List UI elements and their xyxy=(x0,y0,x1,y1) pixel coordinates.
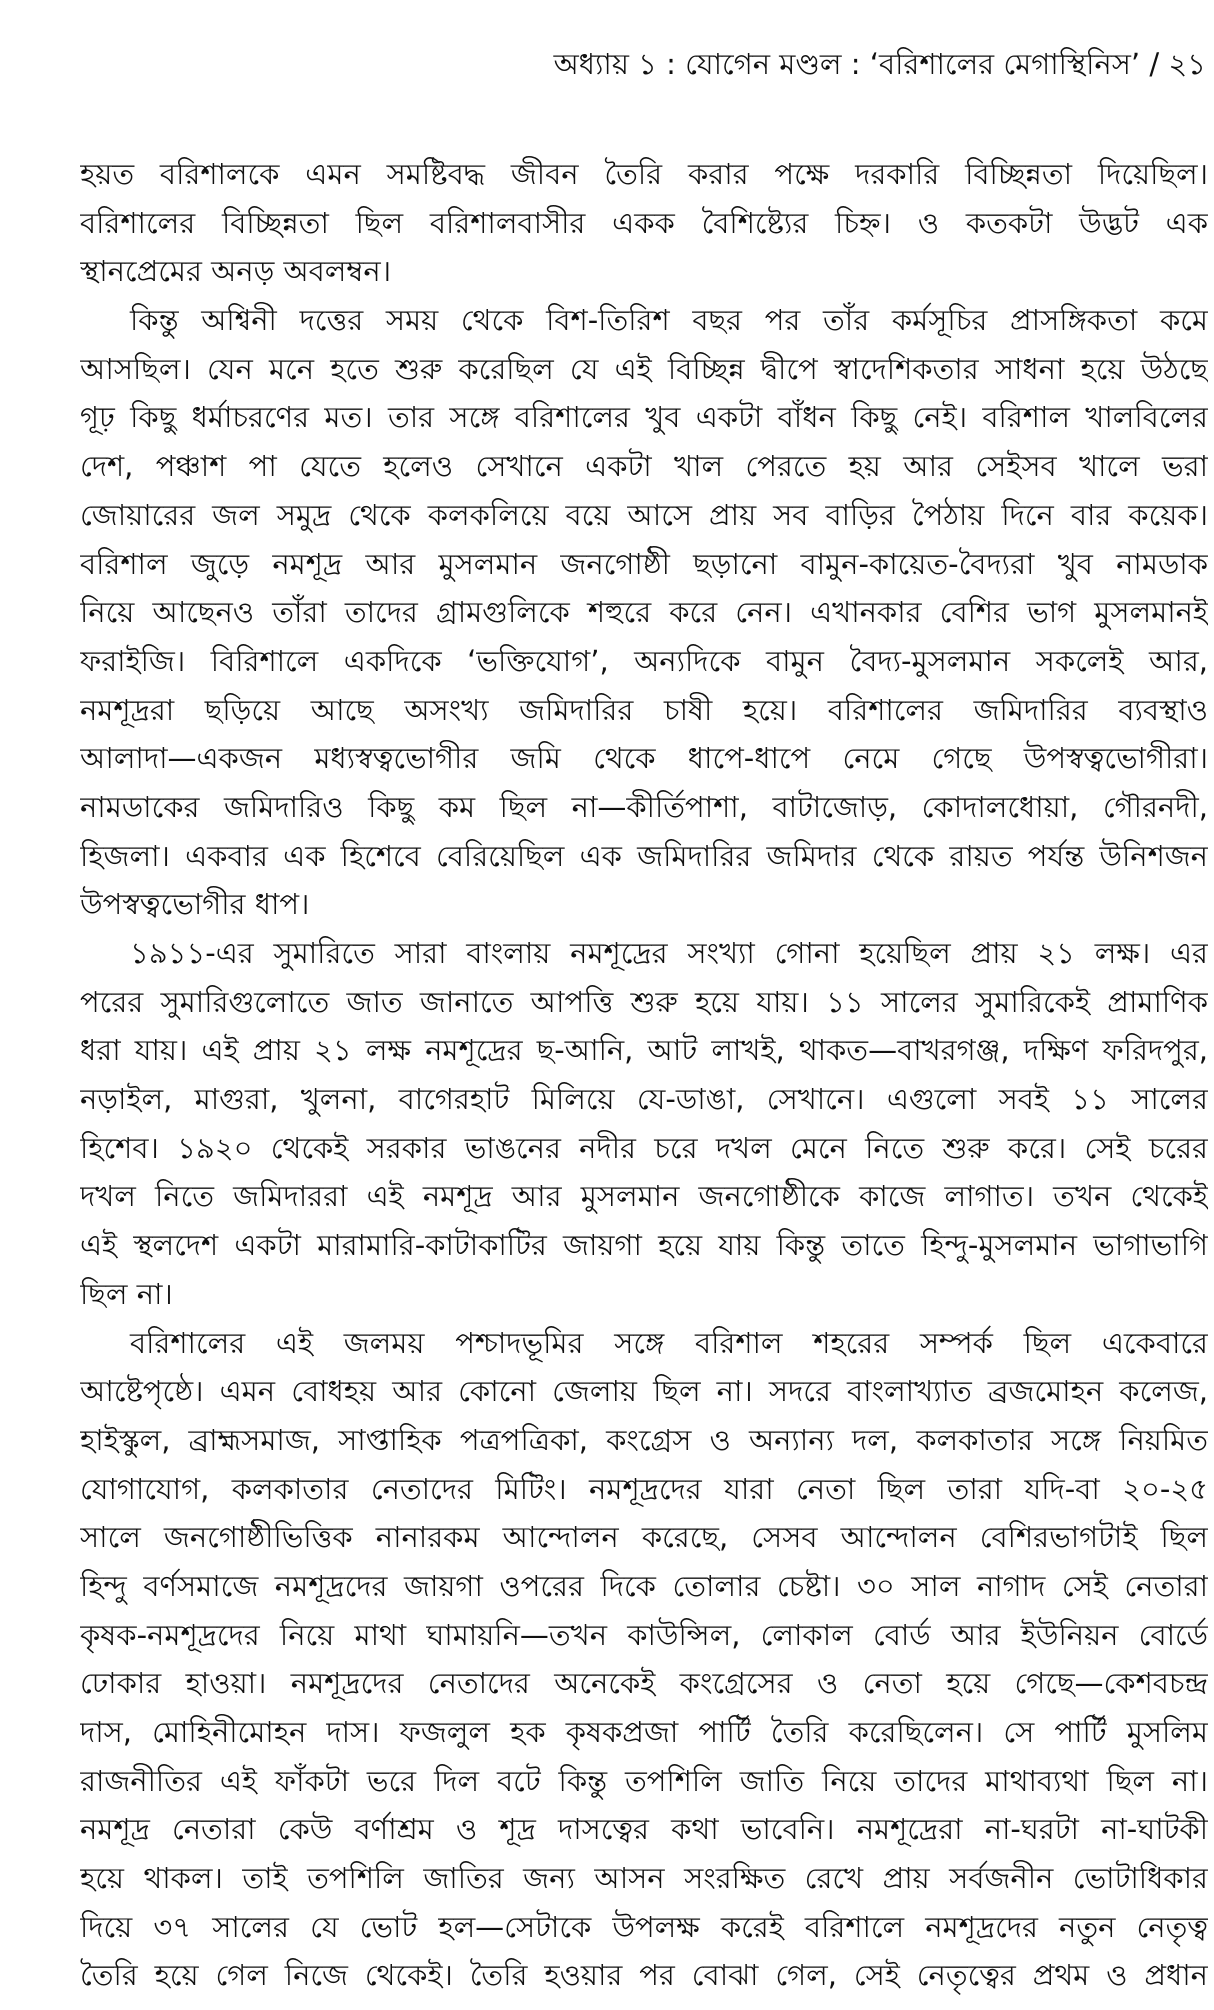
text-line: জোয়ারের জল সমুদ্র থেকে কলকলিয়ে বয়ে আসে প্রায় সব বাড়ির পৈঠায় দিনে বার কয়েক। xyxy=(80,497,1208,532)
text-line: নড়াইল, মাগুরা, খুলনা, বাগেরহাট মিলিয়ে যে-ডাঙা, সেখানে। এগুলো সবই ১১ সালের xyxy=(80,1082,1208,1117)
text-line: দিয়ে ৩৭ সালের যে ভোট হল—সেটাকে উপলক্ষ করেই বরিশালে নমশূদ্রদের নতুন নেতৃত্ব xyxy=(80,1909,1208,1944)
text-line: দখল নিতে জমিদাররা এই নমশূদ্র আর মুসলমান জনগোষ্ঠীকে কাজে লাগাত। তখন থেকেই xyxy=(80,1179,1208,1214)
text-line: স্থানপ্রেমের অনড় অবলম্বন। xyxy=(80,254,392,289)
text-line: নমশূদ্র নেতারা কেউ বর্ণাশ্রম ও শূদ্র দাসত্বের কথা ভাবেনি। নমশূদ্রেরা না-ঘরটা না-ঘাটকী xyxy=(80,1812,1208,1847)
text-line: ছিল না। xyxy=(80,1276,173,1311)
text-line: ঢোকার হাওয়া। নমশূদ্রদের নেতাদের অনেকেই কংগ্রেসের ও নেতা হয়ে গেছে—কেশবচন্দ্র xyxy=(80,1666,1208,1701)
body-text xyxy=(80,150,1208,2000)
text-line: আসছিল। যেন মনে হতে শুরু করেছিল যে এই বিচ্ছিন্ন দ্বীপে স্বাদেশিকতার সাধনা হয়ে উঠছে xyxy=(80,351,1208,386)
text-line: হাইস্কুল, ব্রাহ্মসমাজ, সাপ্তাহিক পত্রপত্রিকা, কংগ্রেস ও অন্যান্য দল, কলকাতার সঙ্গে নিয়মিত xyxy=(80,1422,1208,1457)
text-line: রাজনীতির এই ফাঁকটা ভরে দিল বটে কিন্তু তপশিলি জাতি নিয়ে তাদের মাথাব্যথা ছিল না। xyxy=(80,1763,1208,1798)
text-line: হিন্দু বর্ণসমাজে নমশূদ্রদের জায়গা ওপরের দিকে তোলার চেষ্টা। ৩০ সাল নাগাদ সেই নেতারা xyxy=(80,1568,1208,1603)
text-line: কৃষক-নমশূদ্রদের নিয়ে মাথা ঘামায়নি—তখন কাউন্সিল, লোকাল বোর্ড আর ইউনিয়ন বোর্ডে xyxy=(80,1617,1208,1652)
text-line: নামডাকের জমিদারিও কিছু কম ছিল না—কীর্তিপাশা, বাটাজোড়, কোদালধোয়া, গৌরনদী, xyxy=(80,789,1208,824)
text-line: নিয়ে আছেনও তাঁরা তাদের গ্রামগুলিকে শহুরে করে নেন। এখানকার বেশির ভাগ মুসলমানই xyxy=(80,595,1208,630)
text-line: গূঢ় কিছু ধর্মাচরণের মত। তার সঙ্গে বরিশালের খুব একটা বাঁধন কিছু নেই। বরিশাল খালবিলের xyxy=(80,400,1208,435)
text-line: যোগাযোগ, কলকাতার নেতাদের মিটিং। নমশূদ্রদের যারা নেতা ছিল তারা যদি-বা ২০-২৫ xyxy=(80,1471,1208,1506)
text-line: বরিশাল জুড়ে নমশূদ্র আর মুসলমান জনগোষ্ঠী ছড়ানো বামুন-কায়েত-বৈদ্যরা খুব নামডাক xyxy=(80,546,1208,581)
text-line: তৈরি হয়ে গেল নিজে থেকেই। তৈরি হওয়ার পর বোঝা গেল, সেই নেতৃত্বের প্রথম ও প্রধান xyxy=(80,1958,1208,1993)
text-line: ধরা যায়। এই প্রায় ২১ লক্ষ নমশূদ্রের ছ-আনি, আট লাখই, থাকত—বাখরগঞ্জ, দক্ষিণ ফরিদপুর, xyxy=(80,1033,1208,1068)
paragraph xyxy=(80,929,1208,1319)
paragraph xyxy=(80,150,1208,296)
text-line: ফরাইজি। বিরিশালে একদিকে ‘ভক্তিযোগ’, অন্যদিকে বামুন বৈদ্য-মুসলমান সকলেই আর, xyxy=(80,643,1208,678)
text-line: হয়ে থাকল। তাই তপশিলি জাতির জন্য আসন সংরক্ষিত রেখে প্রায় সর্বজনীন ভোটাধিকার xyxy=(80,1861,1208,1896)
text-line: উপস্বত্বভোগীর ধাপ। xyxy=(80,887,310,922)
text-line: নমশূদ্ররা ছড়িয়ে আছে অসংখ্য জমিদারির চাষী হয়ে। বরিশালের জমিদারির ব্যবস্থাও xyxy=(80,692,1208,727)
running-head: অধ্যায় ১ : যোগেন মণ্ডল : ‘বরিশালের মেগাস্থিনিস’ / ২১ xyxy=(553,47,1206,81)
text-line: দেশ, পঞ্চাশ পা যেতে হলেও সেখানে একটা খাল পেরতে হয় আর সেইসব খালে ভরা xyxy=(80,449,1208,484)
text-line: বরিশালের এই জলময় পশ্চাদভূমির সঙ্গে বরিশাল শহরের সম্পর্ক ছিল একেবারে xyxy=(130,1325,1208,1360)
paragraph xyxy=(80,296,1208,929)
text-line: হিজলা। একবার এক হিশেবে বেরিয়েছিল এক জমিদারির জমিদার থেকে রায়ত পর্যন্ত উনিশজন xyxy=(80,838,1208,873)
text-line: এই স্থলদেশ একটা মারামারি-কাটাকাটির জায়গা হয়ে যায় কিন্তু তাতে হিন্দু-মুসলমান ভাগাভাগি xyxy=(80,1228,1208,1263)
text-line: কিন্তু অশ্বিনী দত্তের সময় থেকে বিশ-তিরিশ বছর পর তাঁর কর্মসূচির প্রাসঙ্গিকতা কমে xyxy=(130,303,1208,338)
text-line: ১৯১১-এর সুমারিতে সারা বাংলায় নমশূদ্রের সংখ্যা গোনা হয়েছিল প্রায় ২১ লক্ষ। এর xyxy=(130,936,1208,970)
text-line: আষ্টেপৃষ্ঠে। এমন বোধহয় আর কোনো জেলায় ছিল না। সদরে বাংলাখ্যাত ব্রজমোহন কলেজ, xyxy=(80,1374,1208,1409)
text-line: আলাদা—একজন মধ্যস্বত্বভোগীর জমি থেকে ধাপে-ধাপে নেমে গেছে উপস্বত্বভোগীরা। xyxy=(80,741,1208,776)
paragraph xyxy=(80,1319,1208,2001)
text-line: হিশেব। ১৯২০ থেকেই সরকার ভাঙনের নদীর চরে দখল মেনে নিতে শুরু করে। সেই চরের xyxy=(80,1130,1208,1165)
text-line: বরিশালের বিচ্ছিন্নতা ছিল বরিশালবাসীর একক বৈশিষ্ট্যের চিহ্ন। ও কতকটা উদ্ভট এক xyxy=(80,205,1208,240)
text-line: পরের সুমারিগুলোতে জাত জানাতে আপত্তি শুরু হয়ে যায়। ১১ সালের সুমারিকেই প্রামাণিক xyxy=(80,984,1208,1019)
text-line: সালে জনগোষ্ঠীভিত্তিক নানারকম আন্দোলন করেছে, সেসব আন্দোলন বেশিরভাগটাই ছিল xyxy=(80,1520,1208,1555)
text-line: দাস, মোহিনীমোহন দাস। ফজলুল হক কৃষকপ্রজা পার্টি তৈরি করেছিলেন। সে পার্টি মুসলিম xyxy=(80,1715,1208,1749)
text-line: হয়ত বরিশালকে এমন সমষ্টিবদ্ধ জীবন তৈরি করার পক্ষে দরকারি বিচ্ছিন্নতা দিয়েছিল। xyxy=(80,157,1208,191)
